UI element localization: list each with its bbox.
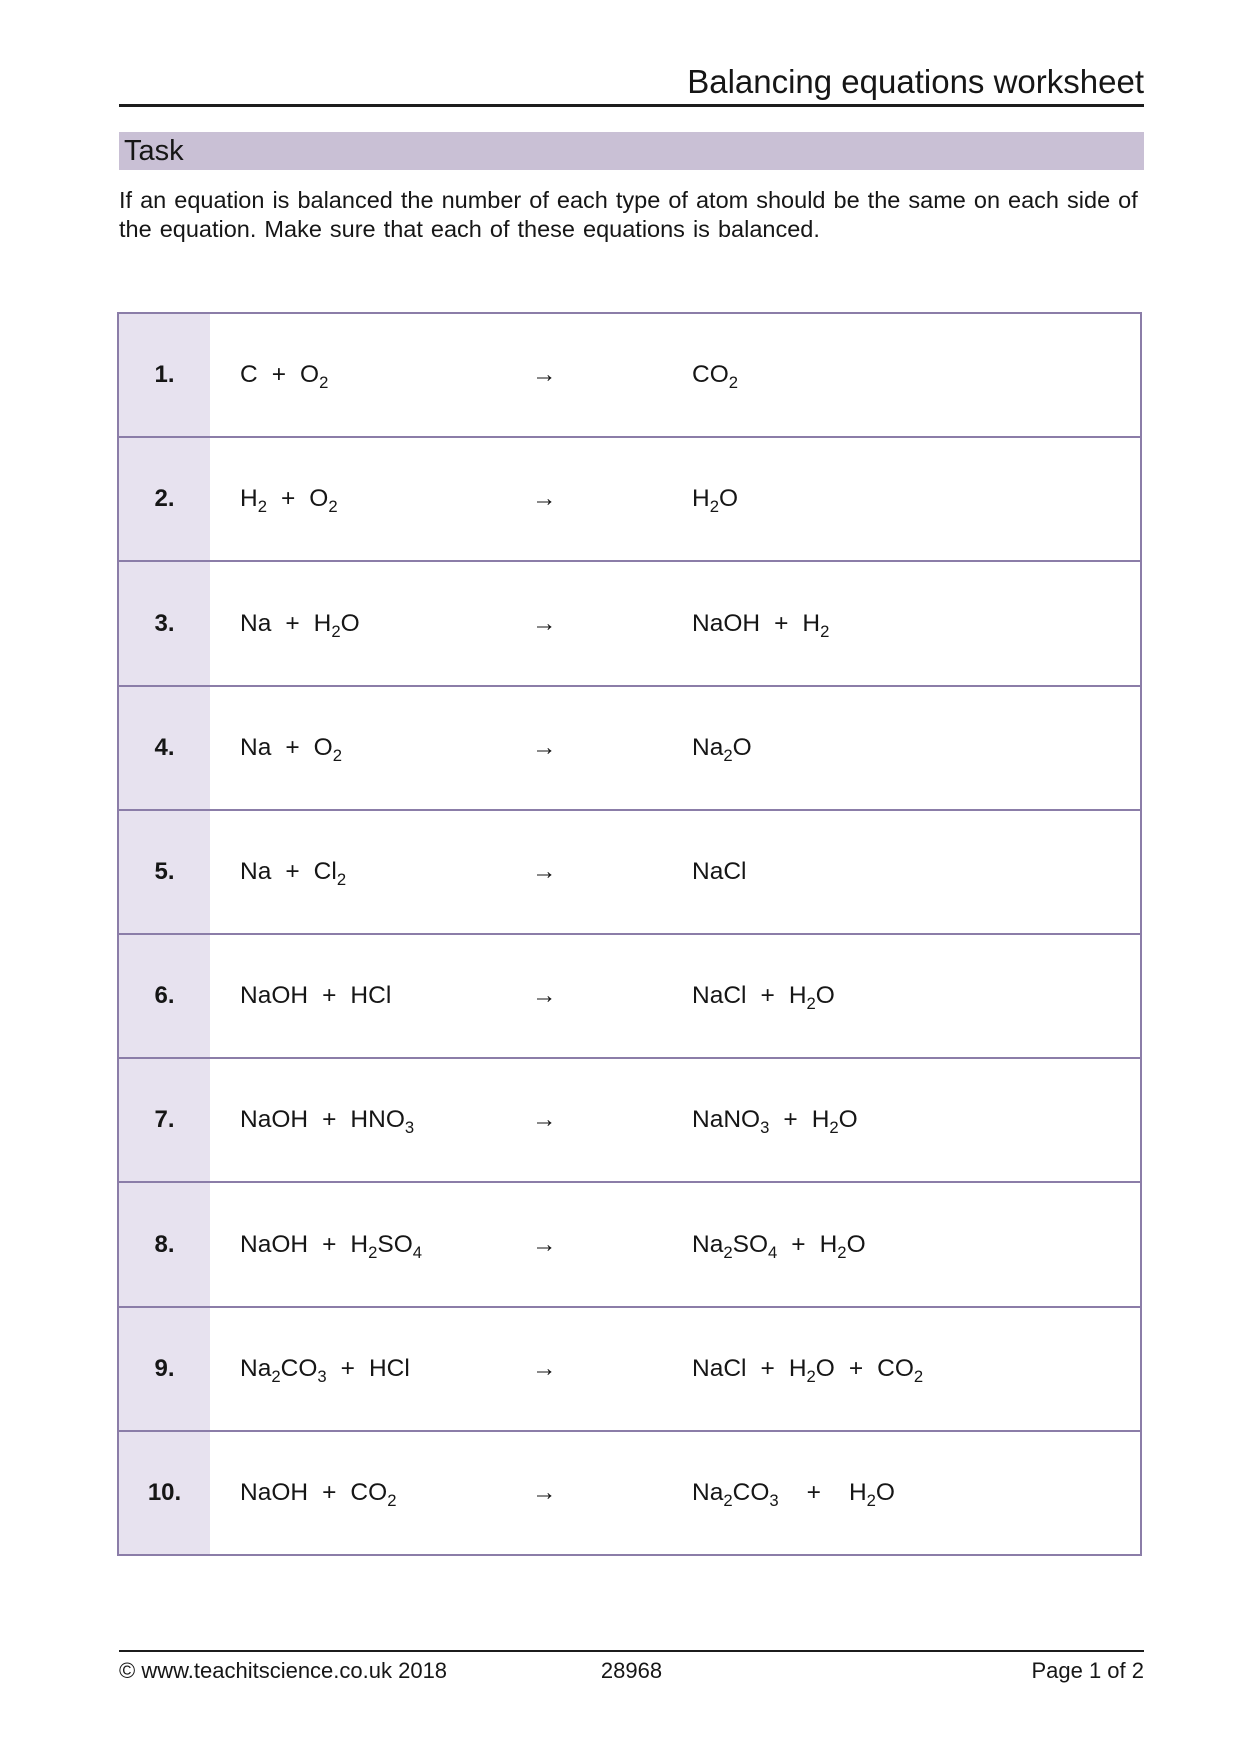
- equation-row: [119, 1057, 1140, 1181]
- equation-number: 7.: [119, 1059, 210, 1181]
- equation-cell: [210, 438, 1140, 560]
- equation-row: [119, 809, 1140, 933]
- task-instructions: If an equation is balanced the number of each type of atom should be the same on each side of the equation. Make sure that each of these equations is balanced.: [119, 187, 1138, 242]
- arrow-icon: →: [532, 1230, 557, 1258]
- equation-row: [119, 314, 1140, 436]
- page-title: Balancing equations worksheet: [687, 63, 1144, 100]
- equation-products: NaCl + $H_2O + CO_2$: [692, 1354, 924, 1386]
- arrow-icon: →: [532, 733, 557, 761]
- equation-row: [119, 1181, 1140, 1305]
- equation-row: [119, 1306, 1140, 1430]
- equation-number: 5.: [119, 811, 210, 933]
- arrow-icon: →: [532, 1478, 557, 1506]
- equation-cell: [210, 314, 1140, 436]
- arrow-icon: →: [532, 982, 557, 1010]
- equation-reactants: $Na + H_2O$: [240, 609, 360, 641]
- equation-reactants: NaOH + $HNO_3$: [240, 1106, 415, 1138]
- equation-cell: [210, 1432, 1140, 1554]
- equation-products: $H_2O$: [692, 485, 739, 517]
- equation-products: $CO_2$: [692, 361, 739, 392]
- header-divider: [119, 104, 1144, 107]
- equation-row: [119, 933, 1140, 1057]
- equation-number: 10.: [119, 1432, 210, 1554]
- equation-reactants: NaOH + HCl: [240, 982, 392, 1010]
- equation-reactants: $Na + Cl_2$: [240, 857, 347, 889]
- equation-products: $Na_2CO_3 + H_2O$: [692, 1478, 895, 1510]
- footer-copyright: © www.teachitscience.co.uk 2018: [119, 1658, 448, 1683]
- equation-reactants: NaOH + $CO_2$: [240, 1478, 397, 1510]
- equation-row: [119, 1430, 1140, 1554]
- equation-reactants: NaOH + $H_2SO_4$: [240, 1230, 423, 1262]
- arrow-icon: →: [532, 485, 557, 513]
- equation-cell: [210, 562, 1140, 684]
- equation-reactants: $C + O_2$: [240, 361, 329, 392]
- equation-products: $Na_2SO_4 + H_2O$: [692, 1230, 866, 1262]
- equations-table: [117, 312, 1142, 1556]
- arrow-icon: →: [532, 857, 557, 885]
- equation-reactants: $H_2 + O_2$: [240, 485, 338, 517]
- equation-number: 2.: [119, 438, 210, 560]
- arrow-icon: →: [532, 609, 557, 637]
- arrow-icon: →: [532, 1354, 557, 1382]
- equation-number: 9.: [119, 1308, 210, 1430]
- equation-number: 1.: [119, 314, 210, 436]
- equation-cell: [210, 1059, 1140, 1181]
- footer-page-number: Page 1 of 2: [1031, 1658, 1144, 1683]
- equation-row: [119, 560, 1140, 684]
- equation-number: 8.: [119, 1183, 210, 1305]
- equation-products: NaNO$_3$ + $H_2O$: [692, 1106, 858, 1138]
- equation-number: 4.: [119, 687, 210, 809]
- equation-products: NaOH + $H_2$: [692, 609, 830, 641]
- footer-document-id: 28968: [600, 1658, 663, 1683]
- equation-row: [119, 685, 1140, 809]
- footer-divider: [119, 1650, 1144, 1652]
- equation-cell: [210, 935, 1140, 1057]
- equation-products: $Na_2O$: [692, 733, 752, 765]
- equation-cell: [210, 687, 1140, 809]
- equation-cell: [210, 811, 1140, 933]
- equation-reactants: $Na_2CO_3$ + HCl: [240, 1354, 410, 1386]
- equation-products: NaCl + $H_2O$: [692, 982, 835, 1013]
- equation-cell: [210, 1308, 1140, 1430]
- equation-number: 6.: [119, 935, 210, 1057]
- arrow-icon: →: [532, 361, 557, 389]
- page-footer: [119, 1658, 1144, 1684]
- equation-products: NaCl: [692, 857, 747, 885]
- equation-number: 3.: [119, 562, 210, 684]
- task-label: Task: [124, 134, 184, 167]
- equation-reactants: $Na + O_2$: [240, 733, 342, 765]
- arrow-icon: →: [532, 1106, 557, 1134]
- task-section-header: [119, 132, 1144, 170]
- equation-cell: [210, 1183, 1140, 1305]
- equation-row: [119, 436, 1140, 560]
